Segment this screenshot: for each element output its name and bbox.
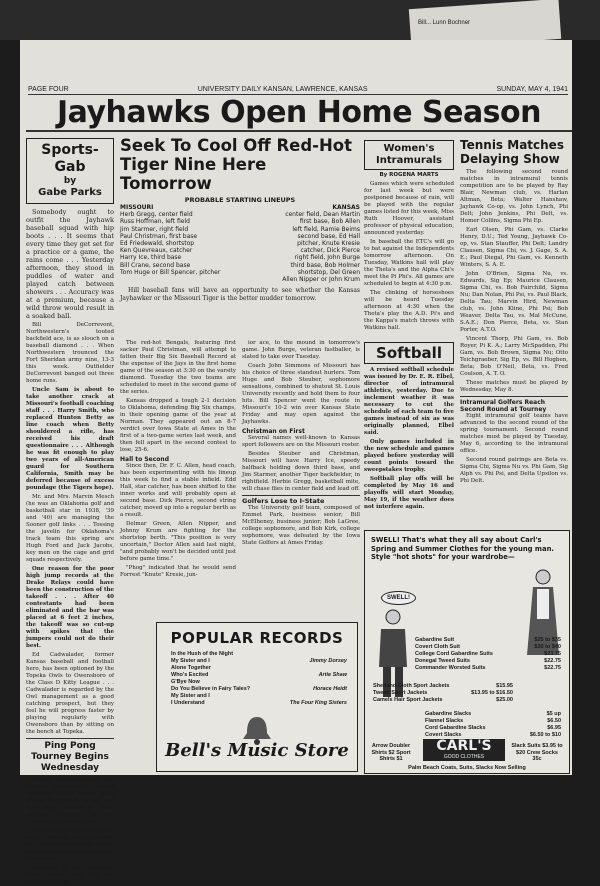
tennis-paragraph: Vincent Thorp, Phi Gam, vs. Bob Royer, Pi K. A.; Larry McSpadden, Phi Gam, vs. Bob Brown, Sigma Nu; Otto Teichgraeber, Sig Ep, vs. Bill Hogben, Beta; Bob O'Neil, Beta, vs. Fred Coulson, A. T. O. [460, 336, 568, 377]
kansas-player: pitcher, Knute Kresie [297, 240, 360, 248]
item-price: $6.50 [547, 718, 561, 724]
item-price: $25 to $35 [534, 637, 561, 643]
main-lead: Hill baseball fans will have an opportunity to see whether the Kansas Jayhawker or the Missouri Tiger is the better mudder tomorrow. [120, 287, 360, 302]
record-artist: The Four King Sisters [289, 700, 347, 706]
item-name: Gabardine Slacks [425, 711, 472, 717]
item-name: Gabardine Suit [415, 637, 455, 643]
golfers-paragraph: The University golf team, composed of Emmet Park, business senior; Bill McElheney, business junior; Bob LaGree, college sophomore, and Bob Kirk, college sophomore, was defeated by the Iowa State Golfers at Ames Friday. [242, 505, 360, 546]
item-price: $6.50 to $10 [529, 732, 561, 738]
page-number: PAGE FOUR [28, 86, 69, 93]
item-name: Camels Hair Sport Jackets [373, 697, 443, 703]
carls-headline: SWELL! That's what they all say about Carl's Spring and Summer Clothes for the young man. Style "hot shots" for your wardrobe— [371, 536, 555, 561]
item-price: $6.95 [547, 725, 561, 731]
team-missouri: MISSOURI [120, 204, 154, 211]
record-title: I Understand [171, 700, 205, 706]
record-title: G'Bye Now [171, 679, 200, 685]
womens-header [364, 140, 454, 170]
kansas-player: left field, Ramie Beims [292, 225, 360, 233]
womens-paragraph: In baseball the ETC's will go to bat against the Independents tomorrow afternoon. On Tuesday, Watkins hall will play the Theta's and the Alpha Chi's meet the Pi Phi's. All games are scheduled to begin at 4:30 p.m. [364, 239, 454, 287]
ping-pong-paragraph: Following the entry deadline set for Monday night, brackets will be drawn up with actual competition scheduled to begin Wednesday. [26, 828, 114, 862]
item-price: $5 up [546, 711, 561, 717]
lineup-row [120, 226, 360, 233]
item-name: Cord Gabardine Slacks [425, 725, 486, 731]
softball-title: Softball [364, 342, 454, 364]
divider [460, 396, 568, 397]
price-row [425, 725, 561, 732]
story-paragraph: Delmar Green, Allen Nipper, and Johnny Krum are fighting for the shortstop berth. "This position is very uncertain," Doctor Allen said last night, "and probably won't be decided until just before game time." [120, 521, 236, 562]
carls-logo-text: CARL'S [436, 738, 492, 754]
price-row [415, 658, 561, 665]
lineup-row [120, 218, 360, 225]
lineup-table [120, 204, 360, 283]
price-row [373, 690, 513, 697]
kansas-player: second base, Ed Hall [297, 232, 360, 240]
price-list [373, 683, 513, 704]
swell-bubble: SWELL! [381, 591, 416, 605]
item-name: Commander Worsted Suits [415, 665, 486, 671]
story-paragraph: ior ace, to the mound in tomorrow's game. John Burge, veteran fastballer, is slated to take over Tuesday. [242, 340, 360, 360]
records-ad [156, 622, 358, 772]
library-stamp: Bill... Lunn Bochner [418, 20, 471, 26]
record-title: Alone Together [171, 665, 211, 671]
story-paragraph: "Phog" indicated that he would send Forrest "Knute" Kresie, jun- [120, 565, 236, 578]
price-row [425, 718, 561, 725]
golfers-reach-paragraph: Second round pairings are Beta vs. Sigma Chi, Sigma Nu vs. Phi Gam, Sig Alph vs. Phi Psi, and Delta Upsilon vs. Phi Delt. [460, 457, 568, 484]
tennis-column [460, 138, 568, 526]
issue-date: SUNDAY, MAY 4, 1941 [496, 86, 568, 93]
carls-footer: Palm Beach Coats, Suits, Slacks Now Selling [408, 765, 526, 771]
missouri-player: Ed Friedewald, shortstop [120, 240, 195, 248]
price-row [415, 644, 561, 651]
kansas-player: Allen Nipper or John Krum [282, 276, 360, 284]
main-story-col-a [120, 340, 236, 618]
item-name: Donegal Tweed Suits [415, 658, 470, 664]
item-name: Shetland Cloth Sport Jackets [373, 683, 450, 689]
softball-paragraph: Only games included in the new schedule and games played before yesterday will count points toward the sweepstakes trophy. [364, 439, 454, 473]
record-item [171, 672, 347, 679]
softball-paragraph: A revised softball schedule was issued by Dr. E. R. Elbel, director of intramural athletics, yesterday. Due to inclement weather it was necessary to cut the schedule of each team to five games instead of six as was originally planned, Elbel said. [364, 367, 454, 436]
kansas-player: shortstop, Del Green [297, 268, 360, 276]
tennis-paragraph: John O'Brien, Sigma Nu, vs. Edwards, Sig Ep; Maurice Clausen, Sigma Chi, vs. Bob Fairchild, Sigma Nu; Dan Nolan, Phi Psi, vs. Paul Black, Delta Tau; Marvin Hird, Newman club, vs. John Kline, Phi Psi; Bob Weaver, Delta Tau, vs. Mal McCune, S.A.E.; Don Pierce, Beta, vs. Stan Porter, A.T.O. [460, 271, 568, 333]
sports-gab-paragraph: Ed Cadwalader, former Kansas baseball and football hero, has been optioned by the Topeka Owls to Owensboro of the Class D Kitty League . . . Cadwalader is regarded by the Owl management as a good catching prospect, but they feel he will progress faster by playing regularly with Owensboro than by sitting on the bench at Topeka. [26, 652, 114, 735]
item-price: $30 to $40 [534, 644, 561, 650]
price-row [415, 651, 561, 658]
ping-pong-paragraph: Members of the University table tennis team are not eligible to com- [26, 865, 114, 885]
record-artist: Jimmy Dorsey [309, 658, 347, 664]
missouri-player [120, 276, 255, 283]
record-title: My Sister and I [171, 658, 210, 664]
tennis-paragraph: The following second round matches in intramural tennis competition are to be played by Ray Blair, Newman club, vs. Harlan Altman, Beta; Walter Hanshaw, Jayhawk Co-op, vs. John Lynch, Phi Delt; John Jenkins, Phi Delt, vs. Homer Collins, Sigma Phi Ep. [460, 169, 568, 224]
golfers-reach-paragraph: Eight intramural golf teams have advanced to the second round of the spring tournament. Second round matches must be played by Tuesday, May 6, according to the intramural office. [460, 413, 568, 454]
records-list [171, 651, 347, 707]
story-paragraph: Since then, Dr. F. C. Allen, head coach, has been experimenting with his lineup this week to find a stable infield. Edd Hall, star catcher, has been shifted to the inner works and will probably open at second base. Dick Pierce, second string catcher, moved up into a regular berth as a result. [120, 463, 236, 518]
record-title: My Sister and I [171, 693, 210, 699]
missouri-player: Jim Starmer, right field [120, 225, 189, 233]
womens-title: Women's Intramurals [376, 143, 442, 166]
records-title: POPULAR RECORDS [170, 629, 344, 647]
price-list [425, 711, 561, 739]
paper-name: UNIVERSITY DAILY KANSAN, LAWRENCE, KANSAS [197, 86, 368, 93]
missouri-player: Paul Christman, first base [120, 232, 198, 240]
sports-gab-paragraph: Somebody ought to outfit the Jayhawk baseball squad with hip boots . . . It seems that every time they get set for a practice or a game, the rains come . . . Yesterday afternoon, they stood in puddles of water and played catch between showers . . . Accuracy was at a premium, because a wild throw would result in a soaked ball. [26, 208, 114, 320]
sports-gab-title: Sports-Gab [41, 142, 99, 175]
record-title: Who's Excited [171, 672, 209, 678]
story-paragraph: The red-hot Bengals, featuring first sacker Paul Christman, will attempt to fatten their Big Six Baseball Record at the expense of the Jays in the first home game of the season at 3:30 on the varsity diamond. Tuesday the two teams are scheduled to meet in the second game of the series. [120, 340, 236, 395]
carls-logo [423, 739, 505, 761]
main-story [120, 136, 360, 302]
ping-pong-paragraph: Twenty six singles and five doubles teams were entered yesterday in the spring table tennis tournament to be held this week, recreation room officials reported at the Memorial Union building. [26, 777, 114, 825]
kansas-player: center field, Dean Martin [285, 211, 360, 219]
lineup-row [120, 240, 360, 247]
newspaper-page [20, 40, 572, 885]
record-item [171, 658, 347, 665]
price-row [373, 683, 513, 690]
item-price: $22.75 [544, 658, 561, 664]
main-headline: Seek To Cool Off Red-Hot Tiger Nine Here Tomorrow [120, 136, 353, 193]
womens-paragraph: The clinking of horseshoes will be heard Tuesday afternoon at 4:30 when the Theta's play the A.D. Pi's and the Kappa's match throws with Watkins hall. [364, 290, 454, 331]
story-paragraph: Besides Steuber and Christman, Missouri will have Harry Ice, speedy halfback holding down third base, and Jim Starmer, another Tiger backfielder, in rightfield. Herbie Gregg, basketball mite, will chase flies in center field and lead off. [242, 451, 360, 492]
missouri-player: Bill Crane, second base [120, 261, 191, 269]
softball-column [364, 342, 454, 522]
missouri-player: Russ Hoffman, left field [120, 218, 190, 226]
lineup-row [120, 211, 360, 218]
item-name: College Cord Gabardine Suits [415, 651, 493, 657]
tennis-headline: Tennis Matches Delaying Show [460, 138, 564, 166]
missouri-player: Tom Huge or Bill Spencer, pitcher [120, 268, 221, 276]
kansas-player: third base, Bob Holmer [290, 261, 360, 269]
item-name: Covert Slacks [425, 732, 462, 738]
folio-line [28, 86, 568, 95]
lineup-row [120, 233, 360, 240]
record-item [171, 693, 347, 700]
lineup-title: PROBABLE STARTING LINEUPS [184, 196, 296, 204]
price-row [415, 665, 561, 672]
golfers-headline: Golfers Lose to I-State [242, 497, 325, 505]
sports-gab-header [26, 138, 114, 204]
slack-suits-note: Slack Suits $3.95 to $20 Crew Socks 35c [511, 743, 563, 762]
record-item [171, 665, 347, 672]
price-row [425, 711, 561, 718]
team-kansas: KANSAS [332, 204, 360, 211]
item-price: $22.75 [544, 665, 561, 671]
item-name: Covert Cloth Suit [415, 644, 460, 650]
womens-column [364, 140, 454, 370]
item-price: $23.75 [544, 651, 561, 657]
record-item [171, 700, 347, 707]
price-row [373, 697, 513, 704]
sports-gab-paragraph: One reason for the poor high jump records at the Drake Relays could have been the construction of the takeoff . . . After 40 contestants had been eliminated and the bar was placed at 6 feet 2 inches, the takeoff was so cut-up with spikes that the jumpers could not do their best. [26, 566, 114, 649]
item-price: $15.95 [496, 683, 513, 689]
story-subhead: Christman on First [242, 428, 305, 435]
softball-paragraph: Softball play offs will be completed by May 16 and playoffs will start Monday, May 19, if the weather does not interfere again. [364, 476, 454, 510]
story-paragraph: Several names well-known to Kansas sport followers are on the Missouri roster. [242, 435, 360, 448]
sports-gab-paragraph: Uncle Sam is about to take another crack at Missouri's football coaching staff . . . Harry Smith, who replaced Hunton Betty as line coach when Betty shouldered a rifle, has received his draft questionnaire . . . Although he was fit enough to play two years of all-American guard for Southern California, Smith may be deferred because of excess poundage (the Tigers hope). [26, 387, 114, 491]
story-subhead: Hall to Second [120, 456, 169, 463]
divider [26, 738, 114, 739]
lineup-row [120, 269, 360, 276]
missouri-player: Herb Gregg, center field [120, 211, 193, 219]
store-name: Bell's Music Store [165, 740, 349, 761]
record-item [171, 686, 347, 693]
record-item [171, 679, 347, 686]
kansas-player: right field, John Burge [294, 254, 360, 262]
item-price: $13.95 to $16.50 [471, 690, 513, 696]
story-paragraph: Kansas dropped a tough 2-1 decision to Oklahoma, defending Big Six champs, in their opening game of the year at Norman. They appeared out an 8-7 verdict over Iowa State at Ames in the first of a two-game series last week, and then fell apart in the second contest to lose, 25-6. [120, 398, 236, 453]
sports-gab-paragraph: Bill DeCorrevont, Northwestern's touted backfield ace, is as slouch on a baseball diamond . . . When Northwestern trounced the Fort Sheridan army nine, 13-3 this week. Outfielder DeCorrevont banged out three home runs. [26, 322, 114, 384]
lineup-row [120, 254, 360, 261]
record-title: In the Hush of the Night [171, 651, 234, 657]
sports-gab-by: by [63, 176, 77, 186]
missouri-player: Harry Ice, third base [120, 254, 182, 262]
sports-gab-column [26, 138, 114, 885]
record-artist: Horace Heidt [313, 686, 347, 692]
story-paragraph: Coach John Simmons of Missouri has his choice of three standout hurlers. Tom Huge and Bob Steuber, sophomore sensations, combined to shutout St. Louis University recently and hold them to four hits. Bill Spencer went the route in Missouri's 10-2 win over Kansas State Friday and may open against the Jayhawks. [242, 363, 360, 425]
item-price: $25.00 [496, 697, 513, 703]
kansas-player: first base, Bob Allen [299, 218, 360, 226]
banner-headline: Jayhawks Open Home Season [26, 96, 572, 132]
divider [242, 495, 360, 496]
sports-gab-paragraph: Mr. and Mrs. Marvin Mesch (he was an Oklahoma golf and basketball star in 1938, '39 and '40) are managing the Sooner golf links . . . Tossing the javelin for Oklahoma's track team this spring are Hugh Ford and Jack Jacobs, key men on the cage and grid squads respectively. [26, 494, 114, 563]
main-story-col-b [242, 340, 360, 618]
item-name: Flannel Slacks [425, 718, 464, 724]
lineup-row [120, 262, 360, 269]
missouri-player: Ken Quevreaux, catcher [120, 247, 193, 255]
item-name: Tweed Sport Jackets [373, 690, 428, 696]
womens-byline: By ROGENA MARTS [379, 172, 439, 178]
womens-paragraph: Games which were scheduled for last week but were postponed because of rain, will be played with the regular games listed for this week, Miss Ruth Hoover, assistant professor of physical education, announced yesterday. [364, 181, 454, 236]
kansas-player: catcher, Dick Pierce [300, 247, 360, 255]
tennis-paragraph: These matches must be played by Wednesday, May 8. [460, 380, 568, 393]
carls-logo-sub: GOOD CLOTHES [443, 754, 485, 760]
record-item [171, 651, 347, 658]
price-row [415, 637, 561, 644]
carls-ad [364, 530, 570, 774]
price-list [415, 637, 561, 672]
lineup-row [120, 276, 360, 283]
golfers-reach-headline: Intramural Golfers Reach Second Round at Tourney [460, 399, 547, 413]
tennis-paragraph: Earl Olsen, Phi Gam, vs. Clarke Henry, D.U.; Ted Young, Jayhawk Co-op, vs. Stan Stauffer, Phi Delt; Landry Clausen, Sigma Chi, vs. J. Gage, S. A. E.; Paul Diegal, Phi Gam, vs. Kenneth Winters, S. A. E. [460, 227, 568, 268]
record-title: Do You Believe in Fairy Tales? [171, 686, 251, 692]
sports-gab-author: Gabe Parks [38, 187, 102, 198]
ping-pong-headline: Ping Pong Tourney Begins Wednesday [31, 741, 109, 773]
record-artist: Artie Shaw [318, 672, 347, 678]
lineup-row [120, 247, 360, 254]
shirts-note: Arrow Doubler Shirts $2 Sport Shirts $1 [371, 743, 411, 762]
